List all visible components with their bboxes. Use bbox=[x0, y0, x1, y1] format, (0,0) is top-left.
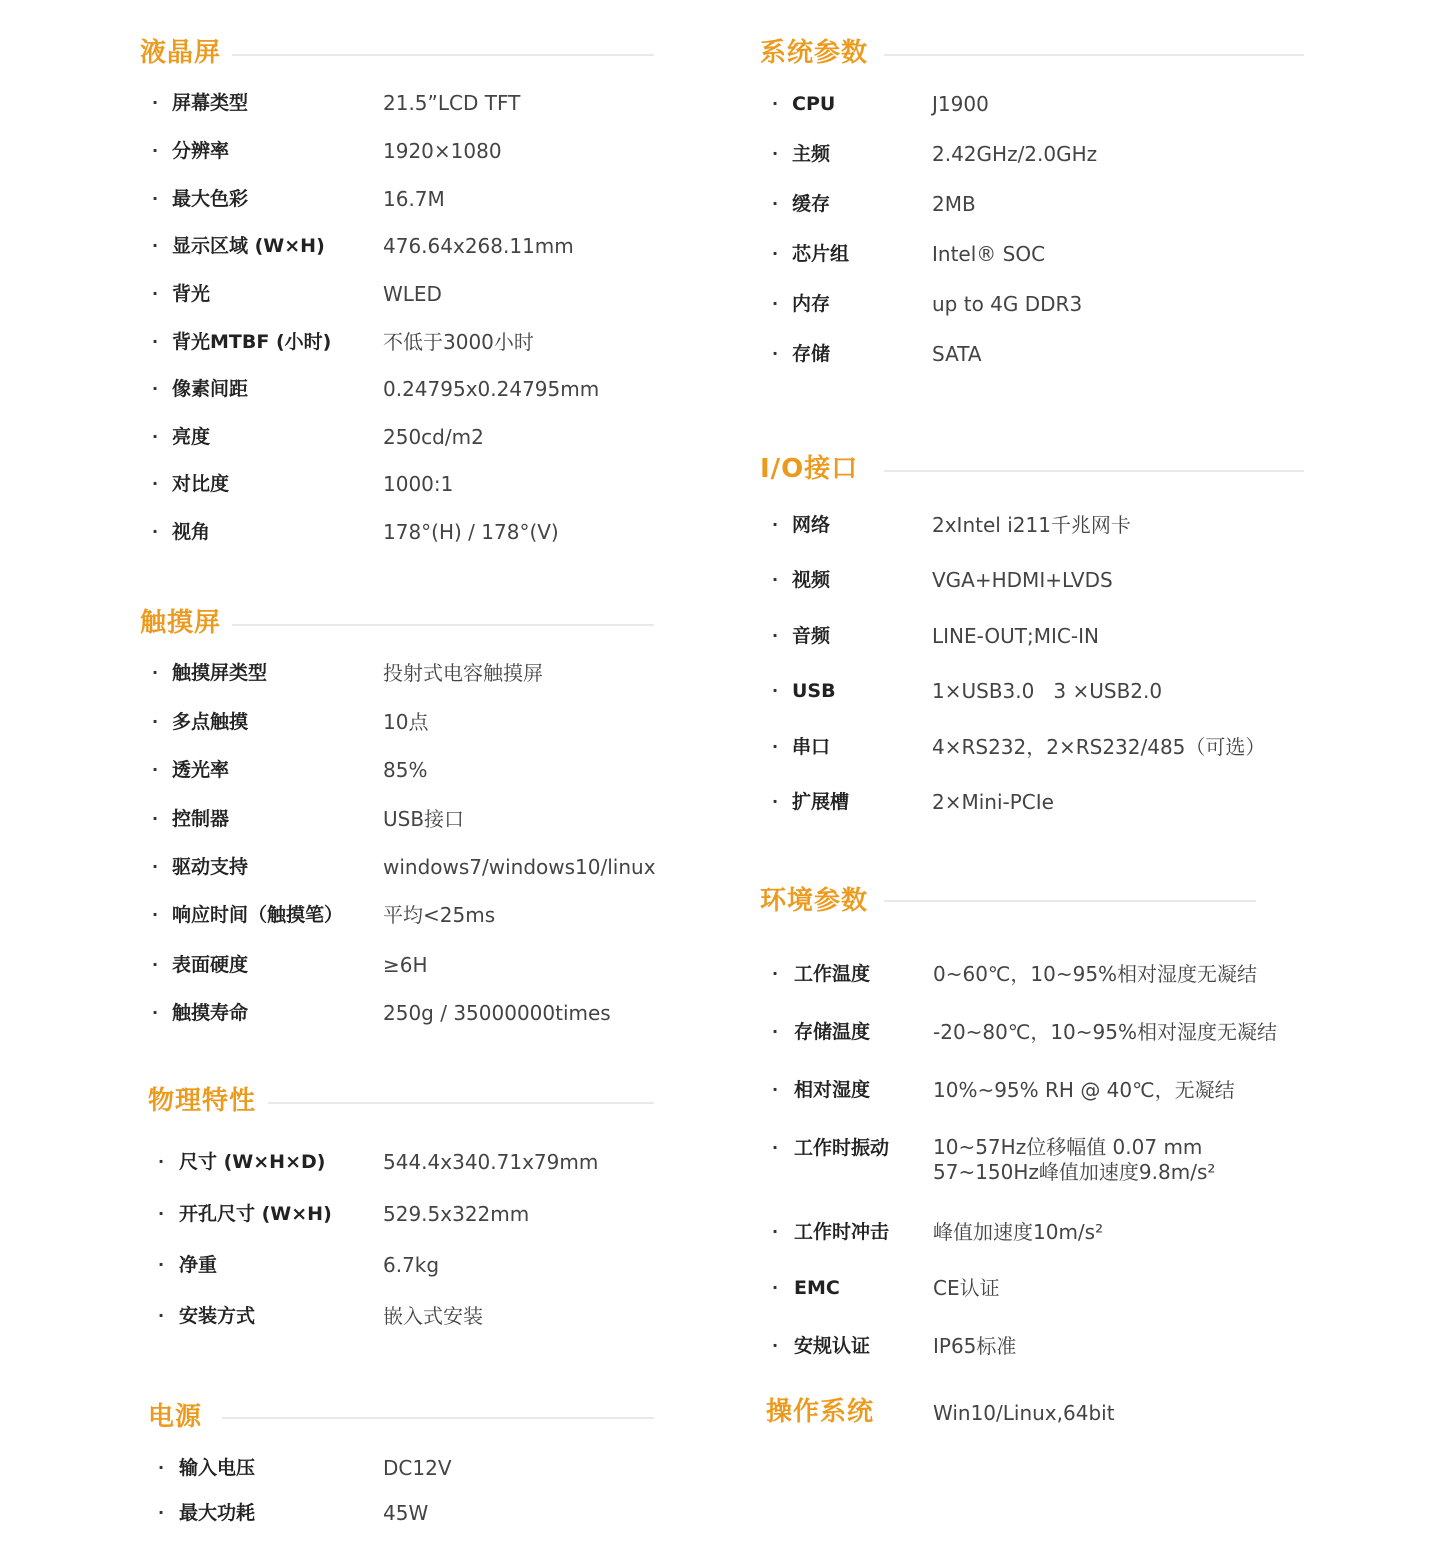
spec-label: 安装方式 bbox=[179, 1305, 256, 1327]
spec-label: 主频 bbox=[792, 143, 831, 165]
spec-label: 网络 bbox=[792, 514, 831, 536]
spec-value: 476.64x268.11mm bbox=[383, 234, 574, 258]
spec-label: 视频 bbox=[792, 569, 831, 591]
spec-value: 250g / 35000000times bbox=[383, 1001, 611, 1025]
spec-value: 250cd/m2 bbox=[383, 425, 484, 449]
spec-label: 工作时冲击 bbox=[794, 1221, 890, 1243]
spec-value: 4×RS232，2×RS232/485（可选） bbox=[932, 735, 1266, 759]
spec-value: 529.5x322mm bbox=[383, 1202, 530, 1226]
spec-value: 1×USB3.0 3 ×USB2.0 bbox=[932, 679, 1163, 703]
bullet-icon: · bbox=[152, 760, 159, 779]
bullet-icon: · bbox=[772, 515, 779, 534]
bullet-icon: · bbox=[158, 1306, 165, 1325]
spec-label: 屏幕类型 bbox=[172, 92, 249, 114]
bullet-icon: · bbox=[772, 737, 779, 756]
spec-value: 10%~95% RH @ 40℃，无凝结 bbox=[933, 1078, 1235, 1102]
divider bbox=[222, 1417, 654, 1419]
spec-value: 2MB bbox=[932, 192, 976, 216]
spec-value: VGA+HDMI+LVDS bbox=[932, 568, 1113, 592]
bullet-icon: · bbox=[772, 1336, 779, 1355]
spec-label: 芯片组 bbox=[792, 243, 850, 265]
spec-value: DC12V bbox=[383, 1456, 452, 1480]
spec-value: 16.7M bbox=[383, 187, 445, 211]
spec-value: 嵌入式安装 bbox=[383, 1304, 483, 1328]
spec-value: 10点 bbox=[383, 710, 429, 734]
bullet-icon: · bbox=[772, 94, 779, 113]
bullet-icon: · bbox=[152, 189, 159, 208]
spec-label: 输入电压 bbox=[179, 1457, 256, 1479]
bullet-icon: · bbox=[152, 427, 159, 446]
bullet-icon: · bbox=[772, 1222, 779, 1241]
spec-label: 背光 bbox=[172, 283, 211, 305]
spec-label: 亮度 bbox=[172, 426, 211, 448]
os-value: Win10/Linux,64bit bbox=[933, 1401, 1115, 1425]
bullet-icon: · bbox=[772, 1138, 779, 1157]
spec-label: USB bbox=[792, 680, 836, 702]
system-section-title: 系统参数 bbox=[760, 38, 869, 68]
spec-label: 分辨率 bbox=[172, 140, 230, 162]
spec-label: 驱动支持 bbox=[172, 856, 249, 878]
spec-value: 2xIntel i211千兆网卡 bbox=[932, 513, 1131, 537]
spec-value: 0.24795x0.24795mm bbox=[383, 377, 600, 401]
spec-value: ≥6H bbox=[383, 953, 428, 977]
divider bbox=[232, 54, 654, 56]
bullet-icon: · bbox=[772, 144, 779, 163]
spec-label: 最大功耗 bbox=[179, 1502, 256, 1524]
spec-value: USB接口 bbox=[383, 807, 465, 831]
bullet-icon: · bbox=[158, 1458, 165, 1477]
bullet-icon: · bbox=[152, 93, 159, 112]
power-section-title: 电源 bbox=[148, 1402, 203, 1432]
spec-label: 净重 bbox=[179, 1254, 218, 1276]
spec-label: 透光率 bbox=[172, 759, 230, 781]
spec-value: up to 4G DDR3 bbox=[932, 292, 1083, 316]
spec-label: CPU bbox=[792, 93, 836, 115]
spec-label: 扩展槽 bbox=[792, 791, 850, 813]
bullet-icon: · bbox=[772, 1080, 779, 1099]
divider bbox=[232, 624, 654, 626]
spec-value: Intel® SOC bbox=[932, 242, 1046, 266]
bullet-icon: · bbox=[152, 379, 159, 398]
spec-value bbox=[933, 1135, 1215, 1185]
spec-label: EMC bbox=[794, 1277, 840, 1299]
spec-value: 2.42GHz/2.0GHz bbox=[932, 142, 1098, 166]
spec-label: 显示区域 (W×H) bbox=[172, 235, 325, 257]
bullet-icon: · bbox=[152, 712, 159, 731]
bullet-icon: · bbox=[772, 570, 779, 589]
bullet-icon: · bbox=[772, 626, 779, 645]
spec-label: 串口 bbox=[792, 736, 831, 758]
bullet-icon: · bbox=[152, 522, 159, 541]
spec-label: 多点触摸 bbox=[172, 711, 249, 733]
divider bbox=[884, 470, 1304, 472]
spec-value: 85% bbox=[383, 758, 428, 782]
spec-label: 缓存 bbox=[792, 193, 831, 215]
bullet-icon: · bbox=[152, 1003, 159, 1022]
spec-value: windows7/windows10/linux bbox=[383, 855, 656, 879]
spec-label: 尺寸 (W×H×D) bbox=[179, 1151, 326, 1173]
bullet-icon: · bbox=[152, 905, 159, 924]
bullet-icon: · bbox=[152, 474, 159, 493]
spec-value: LINE-OUT;MIC-IN bbox=[932, 624, 1099, 648]
environment-section-title: 环境参数 bbox=[760, 886, 869, 916]
bullet-icon: · bbox=[772, 681, 779, 700]
physical-section-title: 物理特性 bbox=[148, 1086, 257, 1116]
bullet-icon: · bbox=[772, 964, 779, 983]
spec-label: 安规认证 bbox=[794, 1335, 871, 1357]
lcd-section-title: 液晶屏 bbox=[140, 38, 222, 68]
divider bbox=[268, 1102, 654, 1104]
bullet-icon: · bbox=[152, 955, 159, 974]
bullet-icon: · bbox=[152, 284, 159, 303]
bullet-icon: · bbox=[158, 1255, 165, 1274]
bullet-icon: · bbox=[772, 244, 779, 263]
spec-value: 1920×1080 bbox=[383, 139, 502, 163]
spec-value: 6.7kg bbox=[383, 1253, 440, 1277]
spec-value: CE认证 bbox=[933, 1276, 1000, 1300]
spec-label: 控制器 bbox=[172, 808, 230, 830]
spec-label: 存储温度 bbox=[794, 1021, 871, 1043]
bullet-icon: · bbox=[152, 141, 159, 160]
spec-label: 触摸屏类型 bbox=[172, 662, 268, 684]
spec-label: 视角 bbox=[172, 521, 211, 543]
spec-label: 像素间距 bbox=[172, 378, 249, 400]
bullet-icon: · bbox=[158, 1503, 165, 1522]
spec-value: 21.5”LCD TFT bbox=[383, 91, 521, 115]
spec-label: 对比度 bbox=[172, 473, 230, 495]
spec-label: 音频 bbox=[792, 625, 831, 647]
spec-value: 178°(H) / 178°(V) bbox=[383, 520, 559, 544]
spec-label: 最大色彩 bbox=[172, 188, 249, 210]
divider bbox=[884, 54, 1304, 56]
bullet-icon: · bbox=[152, 332, 159, 351]
divider bbox=[884, 900, 1256, 902]
spec-value: 峰值加速度10m/s² bbox=[933, 1220, 1104, 1244]
bullet-icon: · bbox=[772, 194, 779, 213]
spec-label: 响应时间（触摸笔） bbox=[172, 904, 344, 926]
bullet-icon: · bbox=[152, 663, 159, 682]
spec-value: IP65标准 bbox=[933, 1334, 1017, 1358]
spec-value-line: 10~57Hz位移幅值 0.07 mm bbox=[933, 1135, 1203, 1159]
spec-value: J1900 bbox=[932, 92, 989, 116]
spec-value: 投射式电容触摸屏 bbox=[383, 661, 543, 685]
spec-label: 相对湿度 bbox=[794, 1079, 871, 1101]
spec-label: 工作温度 bbox=[794, 963, 871, 985]
bullet-icon: · bbox=[158, 1204, 165, 1223]
spec-label: 存储 bbox=[792, 343, 831, 365]
bullet-icon: · bbox=[772, 792, 779, 811]
spec-value: 平均<25ms bbox=[383, 903, 496, 927]
bullet-icon: · bbox=[772, 1278, 779, 1297]
spec-value: 544.4x340.71x79mm bbox=[383, 1150, 599, 1174]
spec-value: 2×Mini-PCIe bbox=[932, 790, 1054, 814]
spec-value: -20~80℃，10~95%相对湿度无凝结 bbox=[933, 1020, 1277, 1044]
spec-value: SATA bbox=[932, 342, 982, 366]
spec-value: 45W bbox=[383, 1501, 429, 1525]
touch-section-title: 触摸屏 bbox=[140, 608, 222, 638]
spec-label: 工作时振动 bbox=[794, 1137, 890, 1159]
spec-label: 表面硬度 bbox=[172, 954, 249, 976]
spec-value: 0~60℃，10~95%相对湿度无凝结 bbox=[933, 962, 1258, 986]
bullet-icon: · bbox=[772, 1022, 779, 1041]
io-section-title: I/O接口 bbox=[760, 454, 859, 484]
bullet-icon: · bbox=[772, 344, 779, 363]
bullet-icon: · bbox=[158, 1152, 165, 1171]
bullet-icon: · bbox=[152, 809, 159, 828]
bullet-icon: · bbox=[152, 236, 159, 255]
os-section-title: 操作系统 bbox=[766, 1397, 875, 1427]
spec-value-line: 57~150Hz峰值加速度9.8m/s² bbox=[933, 1160, 1216, 1184]
spec-value: 1000:1 bbox=[383, 472, 454, 496]
spec-label: 背光MTBF (小时) bbox=[172, 331, 332, 353]
spec-value: 不低于3000小时 bbox=[383, 330, 534, 354]
bullet-icon: · bbox=[152, 857, 159, 876]
spec-value: WLED bbox=[383, 282, 442, 306]
spec-label: 触摸寿命 bbox=[172, 1002, 249, 1024]
bullet-icon: · bbox=[772, 294, 779, 313]
spec-label: 内存 bbox=[792, 293, 831, 315]
spec-label: 开孔尺寸 (W×H) bbox=[179, 1203, 332, 1225]
